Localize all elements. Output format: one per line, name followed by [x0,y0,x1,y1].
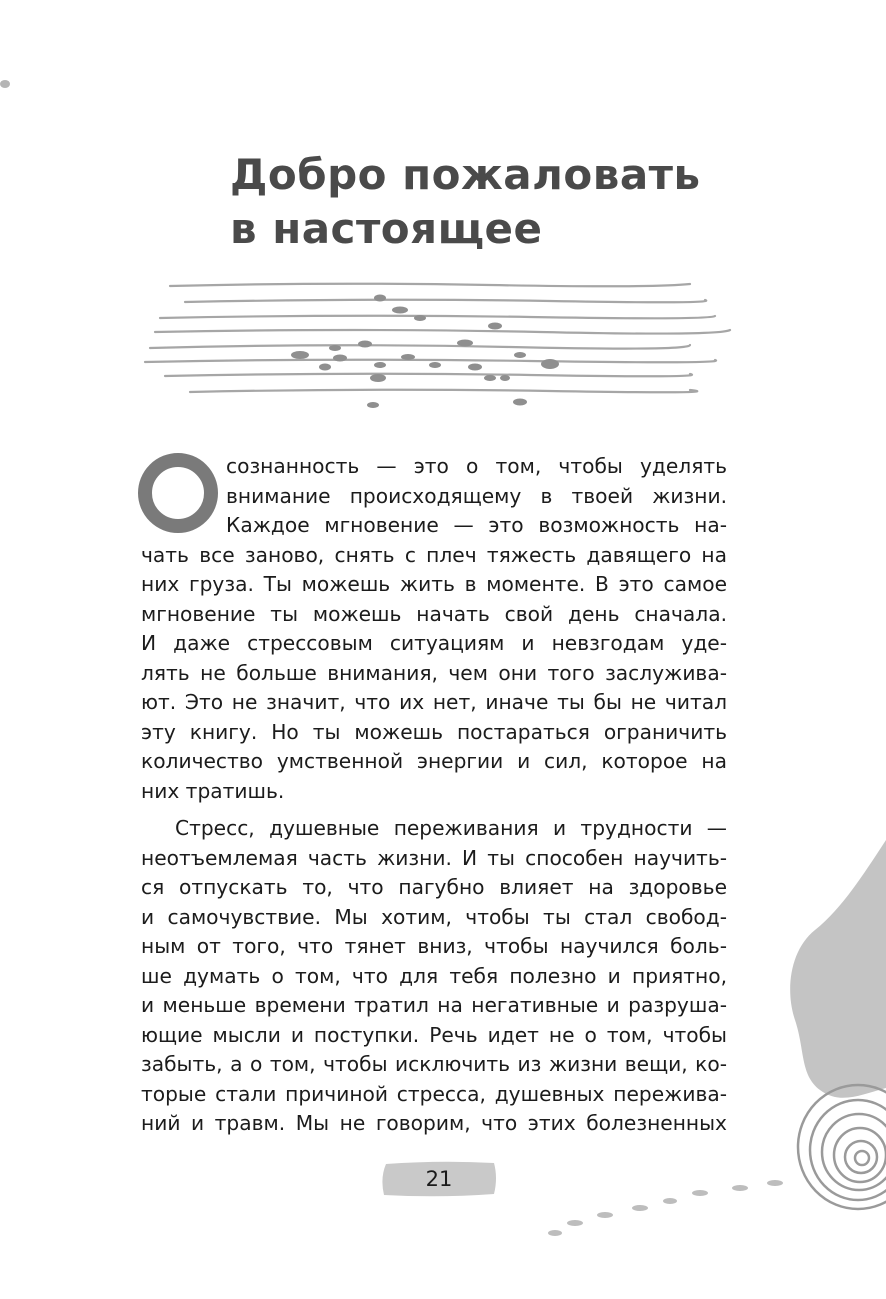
text-line: и меньше времени тратил на негативные и разруша- [141,993,727,1017]
text-line: Каждое мгновение — это возможность на- [226,513,727,537]
text-line: количество умственной энергии и сил, которое на [141,749,727,773]
text-line: чать все заново, снять с плеч тяжесть давящего на [141,542,727,567]
text-line: внимание происходящему в твоей жизни. [226,483,727,508]
text-line: неотъемлемая часть жизни. И ты способен научить- [141,845,727,870]
drop-cap-text: О [178,498,179,499]
chapter-title-line-2: в настоящее [230,204,543,253]
page-number-badge [380,1160,498,1200]
text-line: ний и травм. Мы не говорим, что этих болезненных [141,1111,727,1135]
text-line: лять не больше внимания, чем они того заслужива- [141,660,727,685]
body-text [141,452,727,1139]
text-line: торые стали причиной стресса, душевных пережива- [141,1081,727,1106]
text-line: ным от того, что тянет вниз, чтобы научился боль- [141,934,727,958]
bottom-dots-decoration [540,1175,800,1245]
text-line: эту книгу. Но ты можешь постараться ограничить [141,719,727,744]
text-line: и самочувствие. Мы хотим, чтобы ты стал свобод- [141,904,727,929]
text-line: ют. Это не значит, что их нет, иначе ты бы не читал [141,690,727,714]
text-line: ющие мысли и поступки. Речь идет не о том, чтобы [141,1022,727,1047]
text-line: забыть, а о том, чтобы исключить из жизни вещи, ко- [141,1052,727,1076]
chapter-title-line-1: Добро пожаловать [230,150,701,199]
text-line: них тратишь. [141,778,285,803]
edge-dot-decoration [0,70,20,100]
text-line: Стресс, душевные переживания и трудности — [175,816,727,840]
chapter-title [230,148,790,256]
rain-lines-decoration [130,270,750,420]
text-line: ше думать о том, что для тебя полезно и приятно, [141,963,727,988]
text-line: сознанность — это о том, чтобы уделять [226,454,727,478]
text-line: мгновение ты можешь начать свой день сначала. [141,601,727,626]
text-line: них груза. Ты можешь жить в моменте. В это самое [141,572,727,596]
page-number: 21 [425,1167,453,1191]
text-line: И даже стрессовым ситуациям и невзгодам уде- [141,631,727,655]
text-line: ся отпускать то, что пагубно влияет на здоровье [141,875,727,899]
